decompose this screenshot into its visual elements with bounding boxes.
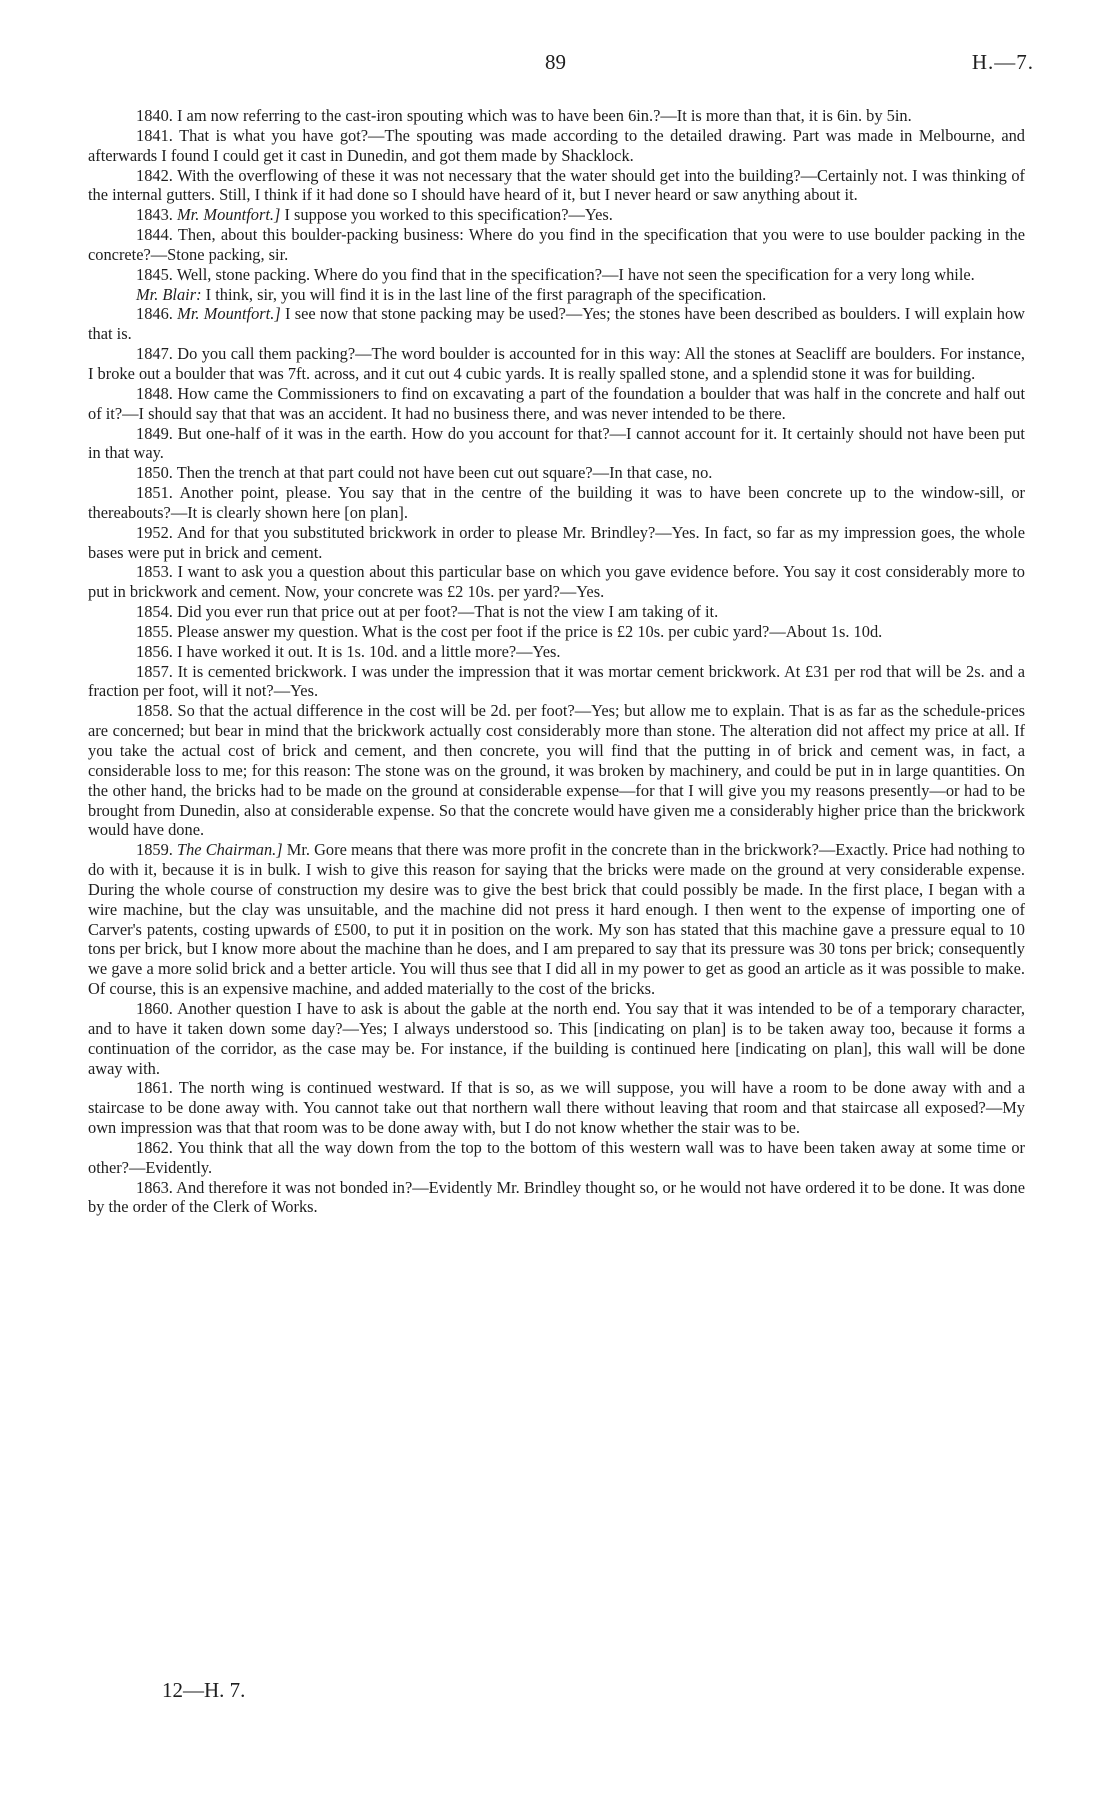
evidence-paragraph	[88, 285, 1025, 305]
speaker-name: The Chairman.]	[177, 840, 283, 860]
evidence-paragraph	[88, 999, 1025, 1078]
minutes-of-evidence	[88, 106, 1025, 1217]
question-number: 1861.	[136, 1078, 173, 1098]
paragraph-text: I suppose you worked to this specification?—Yes.	[284, 205, 613, 225]
question-number: 1854.	[136, 602, 173, 622]
evidence-paragraph	[88, 523, 1025, 563]
paragraph-text: I have worked it out. It is 1s. 10d. and a little more?—Yes.	[177, 641, 561, 661]
question-number: 1860.	[136, 998, 173, 1018]
question-number: 1846.	[136, 304, 173, 324]
evidence-paragraph	[88, 483, 1025, 523]
printer-signature: 12—H. 7.	[162, 1678, 246, 1702]
question-number: 1952.	[136, 522, 173, 542]
paragraph-text: Well, stone packing. Where do you find that in the specification?—I have not seen the specification for a very long while.	[176, 264, 975, 284]
paragraph-text: How came the Commissioners to find on excavating a part of the foundation a boulder that was half in the concrete and half out of it?—I should say that that was an accident. It had no business there, and was never intended to be there.	[88, 383, 1025, 423]
evidence-paragraph	[88, 1178, 1025, 1218]
paragraph-text: Then the trench at that part could not have been cut out square?—In that case, no.	[176, 463, 713, 483]
paragraph-text: The north wing is continued westward. If that is so, as we will suppose, you will have a room to be done away with and a staircase to be done away with. You cannot take out that northern wall there without leaving that room and that staircase all exposed?—My own impression was that that room was to be done away with, but I do not know whether the stair was to be.	[88, 1078, 1025, 1138]
question-number: 1844.	[136, 225, 173, 245]
question-number: 1841.	[136, 125, 173, 145]
question-number: 1853.	[136, 562, 173, 582]
evidence-paragraph	[88, 424, 1025, 464]
evidence-paragraph	[88, 562, 1025, 602]
question-number: 1851.	[136, 483, 173, 503]
paragraph-text: Do you call them packing?—The word boulder is accounted for in this way: All the stones at Seacliff are boulders. For instance, I broke out a boulder that was 7ft. across, and it cut out 4 cubic yards. It is really spalled stone, and a splendid stone it was for building.	[88, 344, 1025, 383]
question-number: 1863.	[136, 1177, 173, 1197]
question-number: 1840.	[136, 106, 173, 125]
series-code: H.—7.	[971, 50, 1034, 74]
paragraph-text: Another question I have to ask is about the gable at the north end. You say that it was intended to be of a temporary character, and to have it taken down some day?—Yes; I always understood so. This [indicating on plan] is to be taken away too, because it forms a continuation of the corridor, as the case may be. For instance, if the building is continued here [indicating on plan], this wall will be done away with.	[88, 998, 1025, 1078]
page-header	[0, 50, 1114, 82]
paragraph-text: I am now referring to the cast-iron spouting which was to have been 6in.?—It is more than that, it is 6in. by 5in.	[177, 106, 912, 125]
question-number: 1843.	[136, 205, 173, 225]
evidence-paragraph	[88, 701, 1025, 840]
question-number: 1847.	[136, 344, 173, 364]
paragraph-text: With the overflowing of these it was not necessary that the water should get into the building?—Certainly not. I was thinking of the internal gutters. Still, I think if it had done so I should have heard of it, but I never heard or saw anything about it.	[88, 165, 1025, 205]
question-number: 1856.	[136, 641, 173, 661]
question-number: 1862.	[136, 1137, 173, 1157]
question-number: 1845.	[136, 264, 173, 284]
evidence-paragraph	[88, 384, 1025, 424]
question-number: 1848.	[136, 383, 173, 403]
speaker-name: Mr. Mountfort.]	[177, 205, 281, 225]
evidence-paragraph	[88, 662, 1025, 702]
evidence-paragraph	[88, 304, 1025, 344]
question-number: 1859.	[136, 840, 173, 860]
evidence-paragraph	[88, 1078, 1025, 1138]
evidence-paragraph	[88, 463, 1025, 483]
evidence-paragraph	[88, 225, 1025, 265]
evidence-paragraph	[88, 205, 1025, 225]
paragraph-text: I think, sir, you will find it is in the last line of the first paragraph of the specification.	[205, 284, 767, 304]
paragraph-text: Mr. Gore means that there was more profit in the concrete than in the brickwork?—Exactly. Price had nothing to do with it, because it is in bulk. I wish to give this reason for saying that the bricks were made on the ground at very considerable expense. During the whole course of construction my desire was to give the best brick that could possibly be made. In the first place, I began with a wire machine, but the clay was unsuitable, and the machine did not press it hard enough. I then went to the expense of importing one of Carver's patents, costing upwards of £500, to put it in position on the work. My son has stated that this machine gave a pressure equal to 10 tons per brick, but I know more about the machine than he does, and I am prepared to say that its pressure was 30 tons per brick; consequently we gave a more solid brick and a better article. You will thus see that I did all in my power to get as good an article as it was possible to make. Of course, this is an expensive machine, and added materially to the cost of the bricks.	[88, 840, 1025, 999]
question-number: 1858.	[136, 701, 173, 721]
question-number: 1849.	[136, 423, 173, 443]
evidence-paragraph	[88, 602, 1025, 622]
evidence-paragraph	[88, 166, 1025, 206]
paragraph-text: Did you ever run that price out at per foot?—That is not the view I am taking of it.	[177, 602, 719, 622]
evidence-paragraph	[88, 1138, 1025, 1178]
paragraph-text: And therefore it was not bonded in?—Evidently Mr. Brindley thought so, or he would not have ordered it to be done. It was done by the order of the Clerk of Works.	[88, 1177, 1025, 1217]
paragraph-text: Another point, please. You say that in the centre of the building it was to have been concrete up to the window-sill, or thereabouts?—It is clearly shown here [on plan].	[88, 483, 1025, 522]
paragraph-text: But one-half of it was in the earth. How do you account for that?—I cannot account for it. It certainly should not have been put in that way.	[88, 423, 1025, 463]
paragraph-text: I want to ask you a question about this particular base on which you gave evidence before. You say it cost considerably more to put in brickwork and cement. Now, your concrete was £2 10s. per yard?—Yes.	[88, 562, 1025, 602]
paragraph-text: You think that all the way down from the top to the bottom of this western wall was to have been taken away at some time or other?—Evidently.	[88, 1137, 1025, 1177]
evidence-paragraph	[88, 265, 1025, 285]
question-number: 1842.	[136, 165, 173, 185]
evidence-paragraph	[88, 344, 1025, 384]
question-number: 1855.	[136, 621, 173, 641]
evidence-paragraph	[88, 642, 1025, 662]
paragraph-text: Then, about this boulder-packing business: Where do you find in the specification that you were to use boulder packing in the concrete?—Stone packing, sir.	[88, 225, 1025, 264]
paragraph-text: I see now that stone packing may be used?—Yes; the stones have been described as boulders. I will explain how that is.	[88, 304, 1025, 344]
speaker-name: Mr. Mountfort.]	[177, 304, 281, 324]
page-number: 89	[545, 50, 566, 74]
question-number: 1857.	[136, 661, 173, 681]
paragraph-text: It is cemented brickwork. I was under the impression that it was mortar cement brickwork. At £31 per rod that will be 2s. and a fraction per foot, will it not?—Yes.	[88, 661, 1025, 701]
evidence-paragraph	[88, 106, 1025, 126]
paragraph-text: Please answer my question. What is the cost per foot if the price is £2 10s. per cubic yard?—About 1s. 10d.	[177, 621, 883, 641]
evidence-paragraph	[88, 622, 1025, 642]
evidence-paragraph	[88, 840, 1025, 999]
paragraph-text: That is what you have got?—The spouting was made according to the detailed drawing. Part was made in Melbourne, and afterwards I found I could get it cast in Dunedin, and got them made by Shacklock.	[88, 125, 1025, 165]
evidence-paragraph	[88, 126, 1025, 166]
question-number: 1850.	[136, 463, 173, 483]
paragraph-text: And for that you substituted brickwork in order to please Mr. Brindley?—Yes. In fact, so far as my impression goes, the whole bases were put in brick and cement.	[88, 522, 1025, 562]
speaker-name: Mr. Blair:	[136, 284, 202, 304]
paragraph-text: So that the actual difference in the cost will be 2d. per foot?—Yes; but allow me to explain. That is as far as the schedule-prices are concerned; but bear in mind that the brickwork actually cost considerably more than stone. The alteration did not affect my price at all. If you take the actual cost of brick and cement, and then concrete, you will find that the putting in of brick and cement was, in fact, a considerable loss to me; for this reason: The stone was on the ground, it was broken by machinery, and could be put in in large quantities. On the other hand, the bricks had to be made on the ground at considerable expense—for that I will give you my reasons presently—or had to be brought from Dunedin, also at considerable expense. So that the concrete would have given me a considerably higher price than the brickwork would have done.	[88, 701, 1025, 840]
